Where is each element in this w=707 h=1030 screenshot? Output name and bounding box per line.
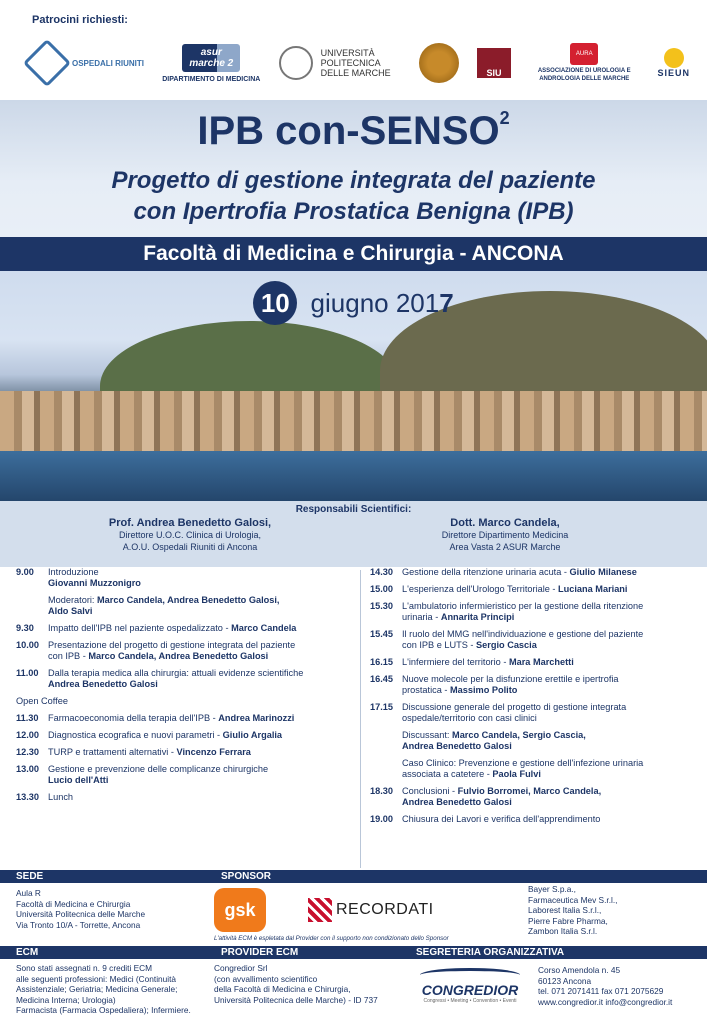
program-line (402, 741, 700, 752)
program-text: ospedale/territorio con casi clinici (402, 713, 537, 723)
program-divider (360, 570, 361, 868)
program-time: 15.30 (370, 601, 393, 611)
program-item (16, 623, 356, 634)
ecm-text: Sono stati assegnati n. 9 crediti ECM alle seguenti professioni: Medici (Continuità Assistenziale; Geriatria; Medicina Generale; Medicina Interna; Urologia) Farmacista (Farmacia Ospedaliera); Infermiere. (16, 963, 191, 1015)
segreteria-text: Corso Amendola n. 45 60123 Ancona tel. 071 2071411 fax 071 2075629 www.congredior.it info@congredior.it (538, 965, 673, 1007)
program-item (370, 758, 700, 780)
program-text: Conclusioni - (402, 786, 458, 796)
program-line (402, 657, 700, 668)
program-item (16, 640, 356, 662)
program-time: 10.00 (16, 640, 39, 650)
program-speaker: Marco Candela (231, 623, 297, 633)
provider-text: Congredior Srl (con avvallimento scientifico della Facoltà di Medicina e Chirurgia, Università Politecnica delle Marche) - ID 737 (214, 963, 378, 1005)
program-text: Discussione generale del progetto di gestione integrata (402, 702, 627, 712)
program-line (48, 713, 356, 724)
program-text: con IPB - (48, 651, 89, 661)
program-time: 12.30 (16, 747, 39, 757)
program-speaker: Giulio Argalia (222, 730, 283, 740)
program-item (16, 730, 356, 741)
program-item (370, 629, 700, 651)
program-item (16, 567, 356, 589)
program-line (402, 584, 700, 595)
program-line (402, 730, 700, 741)
asur-logo: asur marche 2 DIPARTIMENTO DI MEDICINA (162, 44, 260, 83)
program-time: 15.00 (370, 584, 393, 594)
program-line (48, 640, 356, 651)
program-line (48, 730, 356, 741)
program-right-column (370, 567, 700, 870)
program-speaker: Andrea Marinozzi (218, 713, 295, 723)
program-line (48, 792, 356, 803)
program-item (370, 786, 700, 808)
scientific-lead-right: Dott. Marco Candela, Direttore Dipartimento Medicina Area Vasta 2 ASUR Marche (441, 517, 569, 552)
program-time: 16.15 (370, 657, 393, 667)
program-text: Chiusura dei Lavori e verifica dell'apprendimento (402, 814, 601, 824)
program-text: Diagnostica ecografica e nuovi parametri - (48, 730, 223, 740)
program-time: 12.00 (16, 730, 39, 740)
program-time: 15.45 (370, 629, 393, 639)
program-item (16, 764, 356, 786)
program-item (16, 696, 356, 707)
program-speaker: Andrea Benedetto Galosi (402, 797, 512, 807)
program-line (48, 668, 356, 679)
program-text: Farmacoeconomia della terapia dell'IPB - (48, 713, 219, 723)
program-text: Gestione e prevenzione delle complicanze chirurgiche (48, 764, 269, 774)
program-line (402, 674, 700, 685)
program-line (402, 713, 700, 724)
program-item (370, 584, 700, 595)
program-speaker: Mara Marchetti (508, 657, 574, 667)
scientific-lead-left: Prof. Andrea Benedetto Galosi, Direttore U.O.C. Clinica di Urologia, A.O.U. Ospedali Riuniti di Ancona (108, 517, 272, 552)
program-speaker: Annarita Principi (440, 612, 515, 622)
program-line (48, 764, 356, 775)
program-speaker: Andrea Benedetto Galosi (402, 741, 512, 751)
gsk-logo: gsk (214, 888, 266, 932)
program-text: Il ruolo del MMG nell'individuazione e gestione del paziente (402, 629, 644, 639)
society-seal-logo (419, 43, 459, 83)
program-line (48, 595, 356, 606)
program-speaker: Massimo Polito (450, 685, 518, 695)
program-text: associata a catetere - (402, 769, 493, 779)
program-time: 17.15 (370, 702, 393, 712)
program-item (16, 713, 356, 724)
program-text: Gestione della ritenzione urinaria acuta - (402, 567, 570, 577)
program-time: 13.00 (16, 764, 39, 774)
program-item (370, 814, 700, 825)
program-line (402, 612, 700, 623)
program-text: con IPB e LUTS - (402, 640, 477, 650)
program-line (402, 640, 700, 651)
program-item (370, 657, 700, 668)
program-line (48, 578, 356, 589)
program-time: 19.00 (370, 814, 393, 824)
recordati-logo: RECORDATI (308, 898, 434, 922)
program-line (402, 702, 700, 713)
program-speaker: Fulvio Borromei, Marco Candela, (457, 786, 602, 796)
program-text: Introduzione (48, 567, 99, 577)
program-line (402, 786, 700, 797)
program-text: L'ambulatorio infermieristico per la gestione della ritenzione (402, 601, 644, 611)
subtitle-line-1: Progetto di gestione integrata del paziente (111, 167, 596, 194)
seal-icon (419, 43, 459, 83)
asur-logo-icon: asur marche 2 (182, 44, 240, 72)
sponsor-header: SPONSOR (205, 870, 707, 883)
program-time: 18.30 (370, 786, 393, 796)
provider-header: PROVIDER ECM (205, 946, 400, 959)
patronage-label: Patrocini richiesti: (32, 14, 128, 26)
program-speaker: Marco Candela, Andrea Benedetto Galosi (88, 651, 269, 661)
program-line (402, 814, 700, 825)
univpm-logo: UNIVERSITÀ POLITECNICA DELLE MARCHE (279, 46, 401, 80)
ecm-header: ECM (0, 946, 205, 959)
program-item (370, 567, 700, 578)
program-text: Impatto dell'IPB nel paziente ospedalizzato - (48, 623, 232, 633)
photo-harbor (0, 451, 707, 501)
program-speaker: Lucio dell'Atti (48, 775, 109, 785)
program-item (16, 668, 356, 690)
date-month: giugno (310, 288, 389, 318)
program-text: urinaria - (402, 612, 441, 622)
event-date (0, 281, 707, 325)
program-text: Caso Clinico: Prevenzione e gestione dell'infezione urinaria (402, 758, 644, 768)
program-line (48, 623, 356, 634)
program-time: 16.45 (370, 674, 393, 684)
program-text: Moderatori: (48, 595, 98, 605)
program-text: prostatica - (402, 685, 450, 695)
program-item (370, 674, 700, 696)
sponsor-list: Bayer S.p.a., Farmaceutica Mev S.r.l., Laborest Italia S.r.l., Pierre Fabre Pharma, Zambon Italia S.r.l. (528, 884, 618, 936)
sede-text: Aula R Facoltà di Medicina e Chirurgia Università Politecnica delle Marche Via Tronto 10/A - Torrette, Ancona (16, 888, 146, 930)
program-speaker: Aldo Salvi (48, 606, 93, 616)
program-line (48, 679, 356, 690)
program-item (370, 702, 700, 724)
venue-banner: Facoltà di Medicina e Chirurgia - ANCONA (0, 237, 707, 271)
patronage-logos (30, 38, 690, 88)
program-text: TURP e trattamenti alternativi - (48, 747, 177, 757)
aura-logo-icon: AURA (570, 43, 598, 65)
program-speaker: Andrea Benedetto Galosi (48, 679, 158, 689)
program-line (402, 629, 700, 640)
program-text: Discussant: (402, 730, 453, 740)
program-item (370, 601, 700, 623)
program-line (402, 758, 700, 769)
program-speaker: Paola Fulvi (492, 769, 541, 779)
ancona-city-photo (0, 271, 707, 501)
program-line (48, 775, 356, 786)
program-speaker: Giulio Milanese (569, 567, 637, 577)
sieun-logo-icon (664, 48, 684, 68)
program-line (48, 567, 356, 578)
congredior-logo: CONGREDIOR Congressi • Meeting • Convention • Eventi (415, 968, 525, 1004)
sede-header: SEDE (0, 870, 205, 883)
program-time: 11.00 (16, 668, 39, 678)
program-item (16, 747, 356, 758)
program-line (402, 797, 700, 808)
program-speaker: Sergio Cascia (476, 640, 537, 650)
program-text: Presentazione del progetto di gestione integrata del paziente (48, 640, 296, 650)
univpm-seal-icon (279, 46, 313, 80)
ecm-sponsor-note: L'attività ECM è espletata dal Provider con il supporto non condizionato dello Sponsor (214, 935, 449, 942)
program-line (402, 685, 700, 696)
date-year-a: 201 (395, 288, 440, 318)
sieun-logo: SIEUN (657, 48, 690, 78)
scientific-leads-title: Responsabili Scientifici: (295, 504, 412, 515)
title-area (0, 100, 707, 237)
program-text: Dalla terapia medica alla chirurgia: attuali evidenze scientifiche (48, 668, 304, 678)
program-time: 14.30 (370, 567, 393, 577)
program-speaker: Luciana Mariani (558, 584, 628, 594)
aura-logo: AURA ASSOCIAZIONE DI UROLOGIA E ANDROLOGIA DELLE MARCHE (529, 43, 639, 83)
segreteria-header: SEGRETERIA ORGANIZZATIVA (400, 946, 707, 959)
recordati-mark-icon (308, 898, 332, 922)
siu-logo (477, 48, 511, 78)
program-time: 11.30 (16, 713, 39, 723)
program-speaker: Giovanni Muzzonigro (48, 578, 141, 588)
patronage-section (0, 0, 707, 100)
subtitle-line-2: con Ipertrofia Prostatica Benigna (IPB) (133, 198, 574, 225)
date-year-b: 7 (439, 288, 454, 318)
program-time: 9.00 (16, 567, 34, 577)
scientific-leads (0, 501, 707, 567)
congredior-arc-icon (420, 968, 520, 982)
program-item (370, 730, 700, 752)
program-line (48, 651, 356, 662)
ospedali-riuniti-logo: OSPEDALI RIUNITI (30, 46, 144, 80)
program-left-column (16, 567, 356, 870)
program-text: L'infermiere del territorio - (402, 657, 509, 667)
event-title: IPB con-SENSO$^2$ (197, 108, 510, 153)
program-text: L'esperienza dell'Urologo Territoriale - (402, 584, 559, 594)
program-line (402, 601, 700, 612)
program-line (48, 747, 356, 758)
program-text: Lunch (48, 792, 74, 802)
program-line (402, 769, 700, 780)
program-speaker: Marco Candela, Andrea Benedetto Galosi, (97, 595, 280, 605)
program-item (16, 595, 356, 617)
program-speaker: Marco Candela, Sergio Cascia, (452, 730, 586, 740)
program-text: Nuove molecole per la disfunzione erettile e ipertrofia (402, 674, 619, 684)
program-line (48, 606, 356, 617)
ospedali-logo-icon (23, 39, 71, 87)
program-line (402, 567, 700, 578)
siu-logo-icon: SIU (477, 48, 511, 78)
program-time: 13.30 (16, 792, 39, 802)
program-break-label: Open Coffee (16, 696, 68, 706)
date-day-badge: 10 (253, 281, 297, 325)
program-speaker: Vincenzo Ferrara (176, 747, 251, 757)
program-item (16, 792, 356, 803)
program-time: 9.30 (16, 623, 34, 633)
